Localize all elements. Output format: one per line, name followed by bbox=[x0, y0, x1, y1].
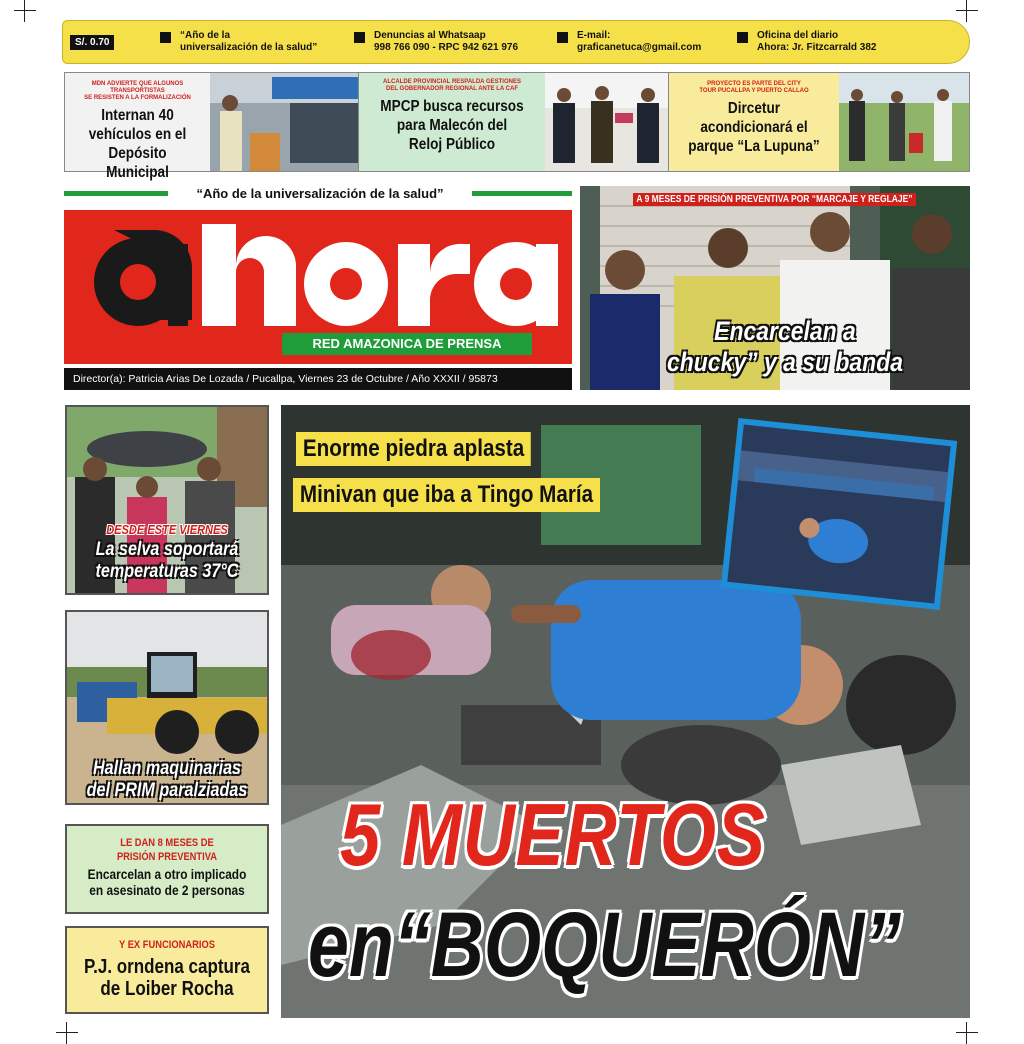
weather-kicker: DESDE ESTE VIERNES bbox=[106, 522, 228, 537]
crop-mark-top-right bbox=[956, 0, 978, 22]
story-machines[interactable] bbox=[65, 610, 269, 805]
ahora-logo bbox=[84, 222, 554, 332]
machines-headline-2: del PRIM paralziadas bbox=[86, 780, 248, 801]
bullet-square-icon bbox=[737, 32, 748, 43]
weather-headline-2: temperaturas 37°C bbox=[95, 561, 239, 582]
crop-mark-bottom-left bbox=[56, 1022, 78, 1044]
office-info: Oficina del diario Ahora: Jr. Fitzcarrald 382 bbox=[757, 30, 877, 54]
price-badge: S/. 0.70 bbox=[70, 35, 114, 50]
inset-photo bbox=[721, 421, 957, 607]
main-headline-line1: 5 MUERTOS bbox=[340, 785, 766, 884]
weather-headline-1: La selva soportará bbox=[95, 539, 239, 560]
machines-headline-1: Hallan maquinarias bbox=[92, 758, 242, 779]
main-label-1: Enorme piedra aplasta bbox=[296, 432, 531, 466]
story-prison[interactable]: LE DAN 8 MESES DE PRISIÓN PREVENTIVA Encarcelan a otro implicado en asesinato de 2 personas bbox=[65, 824, 269, 914]
chucky-kicker: A 9 MESES DE PRISIÓN PREVENTIVA POR “MARCAJE Y REGLAJE” bbox=[633, 193, 916, 206]
crop-mark-top-left bbox=[14, 0, 36, 22]
crop-mark-bottom-right bbox=[956, 1022, 978, 1044]
story-capture[interactable]: Y EX FUNCIONARIOS P.J. orndena captura de Loiber Rocha bbox=[65, 926, 269, 1014]
teaser-vehiculos[interactable]: MDN ADVIERTE QUE ALGUNOS TRANSPORTISTAS SE RESISTEN A LA FORMALIZACIÓN Internan 40 vehículos en el Depósito Municipal bbox=[64, 72, 367, 172]
slogan-rule-left bbox=[64, 191, 168, 196]
email-info: E-mail: graficanetuca@gmail.com bbox=[577, 30, 701, 54]
bullet-square-icon bbox=[354, 32, 365, 43]
teaser-malecon-photo bbox=[545, 73, 669, 171]
director-line: Director(a): Patricia Arias De Lozada / Pucallpa, Viernes 23 de Octubre / Año XXXII / 95873 bbox=[64, 368, 572, 390]
bullet-square-icon bbox=[557, 32, 568, 43]
teaser-vehiculos-photo bbox=[210, 73, 366, 171]
logo-tagline: RED AMAZONICA DE PRENSA bbox=[282, 333, 532, 355]
teaser-malecon[interactable]: ALCALDE PROVINCIAL RESPALDA GESTIONES DEL GOBERNADOR REGIONAL ANTE LA CAF MPCP busca recursos para Malecón del Reloj Público bbox=[358, 72, 670, 172]
year-motto: “Año de la universalización de la salud” bbox=[180, 30, 317, 54]
teaser-lupuna-photo bbox=[839, 73, 969, 171]
slogan: “Año de la universalización de la salud” bbox=[196, 186, 444, 201]
teaser-lupuna[interactable]: PROYECTO ES PARTE DEL CITY TOUR PUCALLPA Y PUERTO CALLAO Dircetur acondicionará el parque “La Lupuna” bbox=[668, 72, 970, 172]
chucky-headline: Encarcelan a chucky” y a su banda bbox=[667, 316, 903, 377]
slogan-rule-right bbox=[472, 191, 572, 196]
main-label-2: Minivan que iba a Tingo María bbox=[293, 478, 600, 512]
bullet-square-icon bbox=[160, 32, 171, 43]
whatsapp-info: Denuncias al Whatsaap 998 766 090 - RPC 942 621 976 bbox=[374, 30, 518, 54]
story-weather[interactable] bbox=[65, 405, 269, 595]
main-headline-line2: en“BOQUERÓN” bbox=[308, 894, 901, 996]
